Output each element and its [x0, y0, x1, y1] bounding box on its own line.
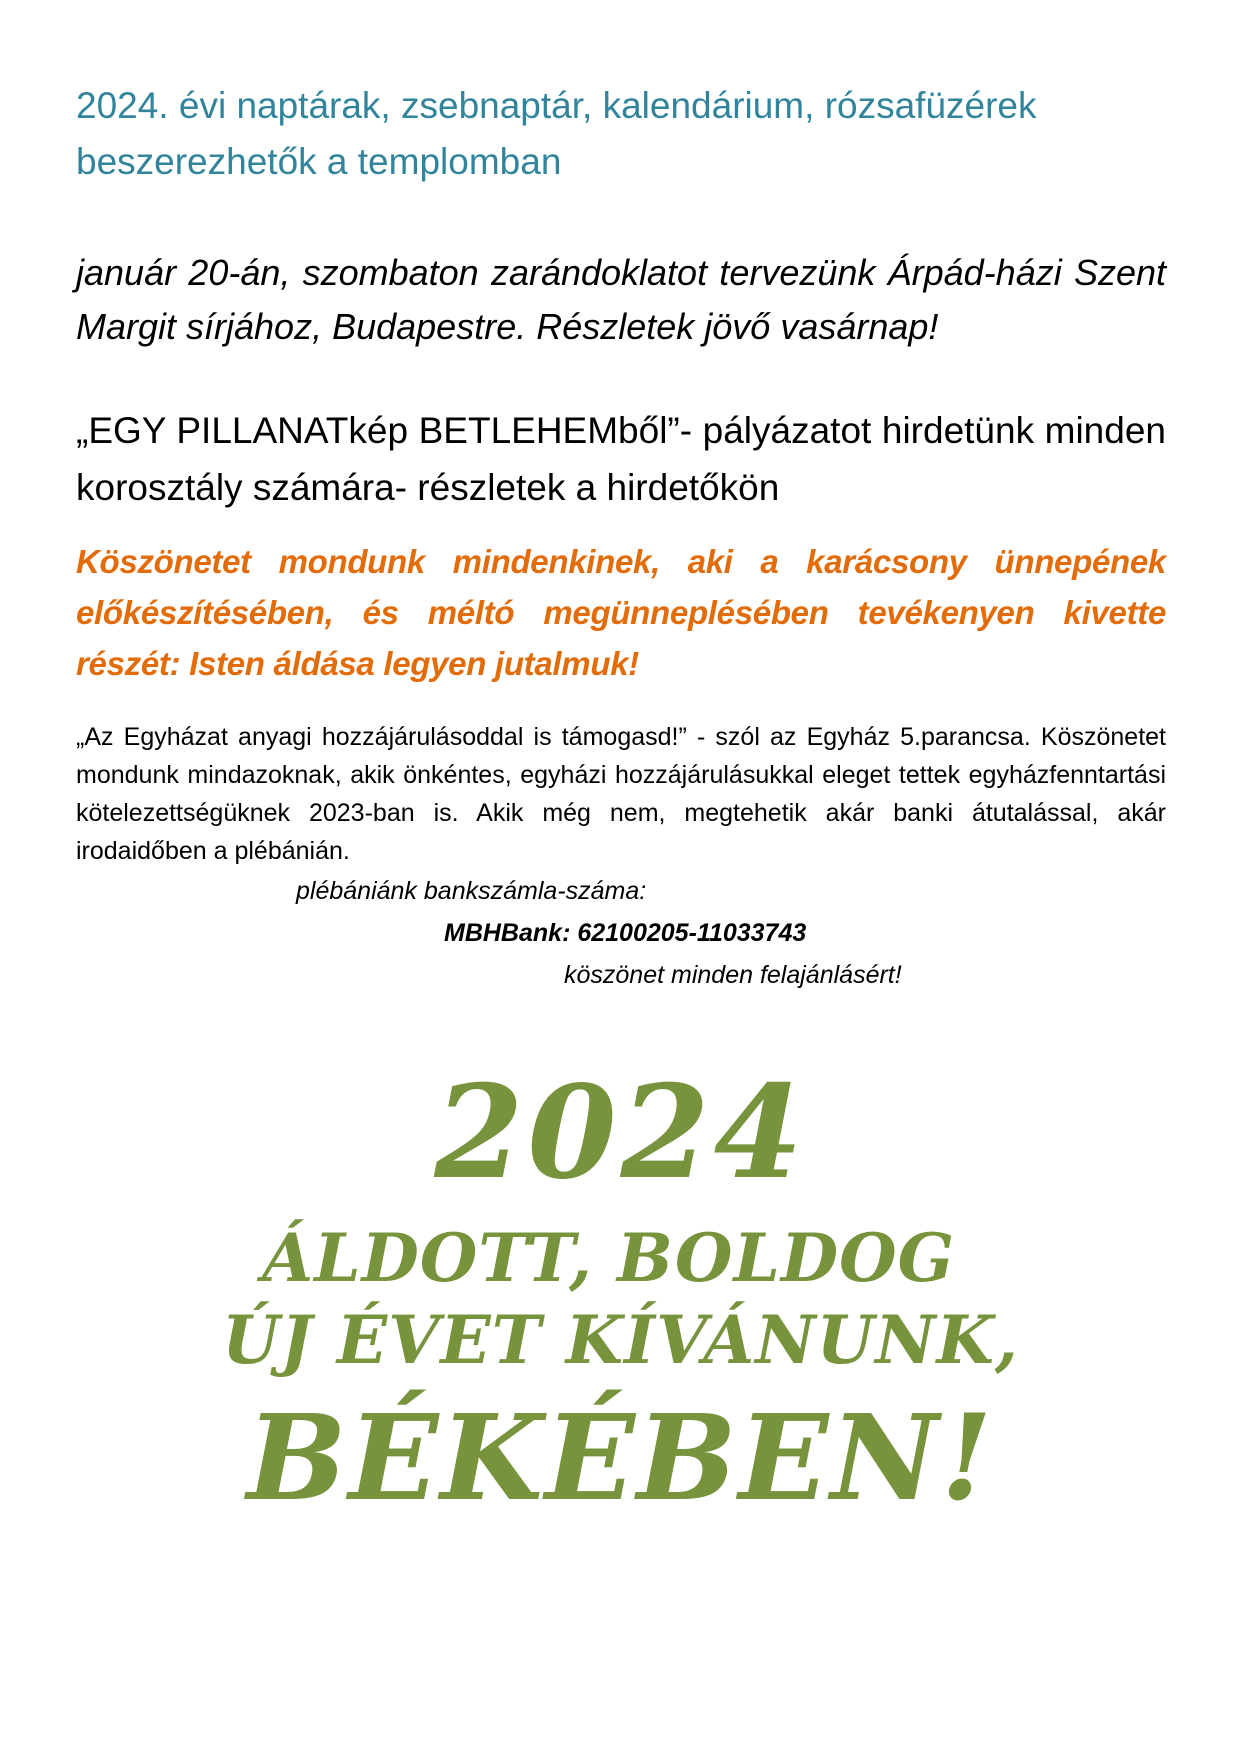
bank-account-label: plébániánk bankszámla-száma:: [296, 877, 647, 905]
greeting-line-new-year: ÚJ ÉVET KÍVÁNUNK,: [222, 1301, 1019, 1379]
greeting-line-blessed: ÁLDOTT, BOLDOG: [262, 1219, 955, 1297]
bank-account-number: MBHBank: 62100205-11033743: [444, 919, 807, 947]
thanks-announcement: Köszönetet mondunk mindenkinek, aki a karácsony ünnepének előkészítésében, és méltó megünneplésében tevékenyen kivette részét: Isten áldása legyen jutalmuk!: [76, 543, 1166, 682]
bank-thanks-note: köszönet minden felajánlásért!: [564, 961, 902, 989]
donation-announcement: „Az Egyházat anyagi hozzájárulásoddal is támogasd!” - szól az Egyház 5.parancsa. Köszönetet mondunk mindazoknak, akik önkéntes, egyházi hozzájárulásukkal eleget tettek egyházfenntartási kötelezettségüknek 2023-ban is. Akik még nem, megtehetik akár banki átutalással, akár irodaidőben a plébánián.: [76, 723, 1166, 865]
calendars-announcement: 2024. évi naptárak, zsebnaptár, kalendárium, rózsafüzérek beszerezhetők a templomban: [76, 85, 1037, 182]
greeting-year: 2024: [434, 1058, 807, 1208]
contest-announcement: „EGY PILLANATkép BETLEHEMből”- pályázatot hirdetünk minden korosztály számára- részletek a hirdetőkön: [76, 410, 1166, 508]
greeting-line-peace: BÉKÉBEN!: [246, 1388, 995, 1527]
pilgrimage-announcement: január 20-án, szombaton zarándoklatot tervezünk Árpád-házi Szent Margit sírjához, Budapestre. Részletek jövő vasárnap!: [76, 252, 1166, 347]
